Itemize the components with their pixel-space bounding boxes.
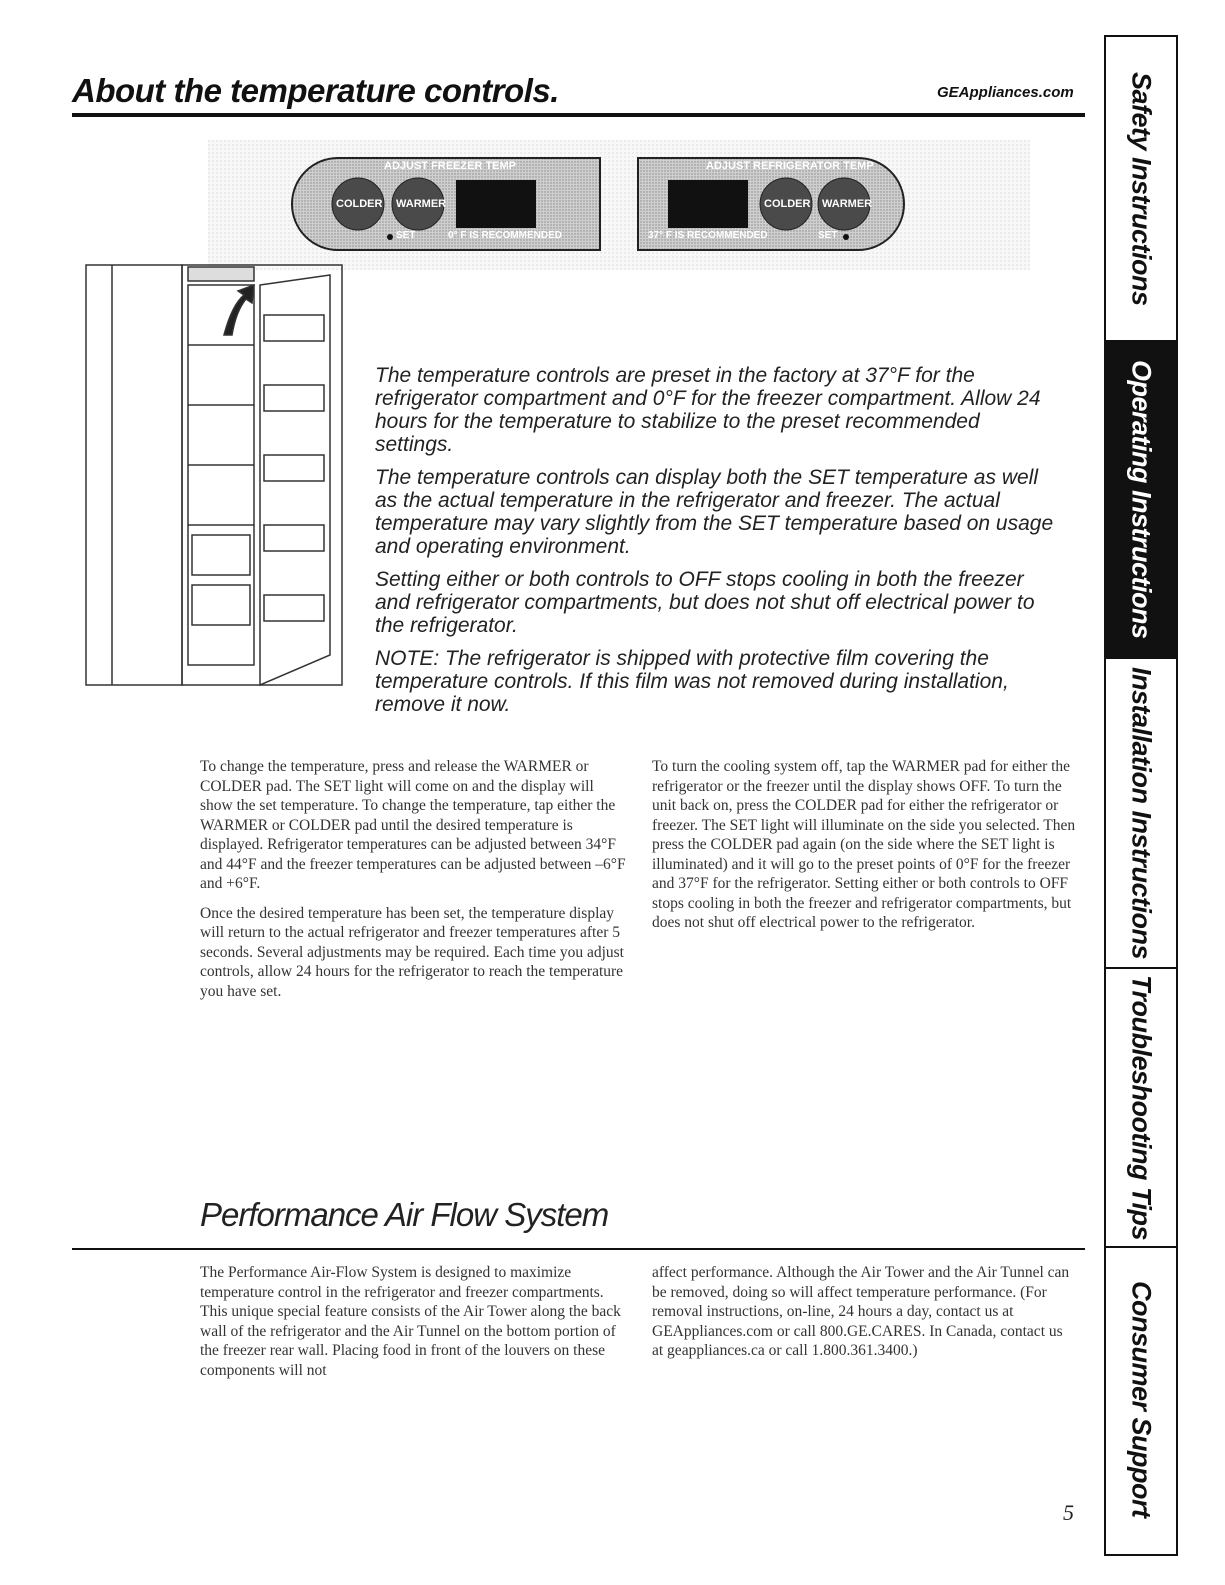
freezer-recommended-label: 0° F IS RECOMMENDED bbox=[448, 230, 563, 241]
change-temperature-column bbox=[200, 757, 630, 1011]
tab-operating-instructions[interactable]: Operating Instructions bbox=[1106, 342, 1176, 659]
website-label: GEAppliances.com bbox=[937, 84, 1074, 101]
tab-safety-instructions[interactable]: Safety Instructions bbox=[1106, 37, 1176, 342]
performance-right-column bbox=[652, 1263, 1076, 1371]
page-number: 5 bbox=[1063, 1500, 1074, 1525]
performance-section-title: Performance Air Flow System bbox=[200, 1196, 609, 1233]
refrigerator-colder-button: COLDER bbox=[764, 198, 811, 210]
intro-note: NOTE: The refrigerator is shipped with protective film covering the temperature controls. If this film was not removed during installation, remove it now. bbox=[375, 647, 1009, 716]
intro-paragraph-1: The temperature controls are preset in the factory at 37°F for the refrigerator compartment and 0°F for the freezer compartment. Allow 24 hours for the temperature to stabilize to the preset recommended settings. bbox=[375, 364, 1041, 456]
tab-troubleshooting-tips[interactable]: Troubleshooting Tips bbox=[1106, 969, 1176, 1248]
page-title: About the temperature controls. bbox=[72, 72, 559, 109]
refrigerator-warmer-button: WARMER bbox=[822, 198, 873, 210]
turn-off-column bbox=[652, 757, 1076, 943]
control-panel-illustration bbox=[208, 140, 1030, 270]
turn-off-paragraph: To turn the cooling system off, tap the WARMER pad for either the refrigerator or the freezer until the display shows OFF. To turn the unit back on, press the COLDER pad for either the refrigerator or freezer. The SET light will illuminate on the side you selected. Then press the COLDER pad again (on the side where the SET light is illuminated) and it will go to the preset points of 0°F for the freezer and 37°F for the refrigerator. Setting either or both controls to OFF stops cooling in both the freezer and refrigerator compartments, but does not shut off electrical power to the refrigerator. bbox=[652, 758, 1076, 931]
section-rule bbox=[72, 1248, 1085, 1250]
header-rule bbox=[72, 113, 1085, 117]
freezer-warmer-button: WARMER bbox=[396, 198, 447, 210]
performance-left-column bbox=[200, 1263, 630, 1390]
freezer-control-label: ADJUST FREEZER TEMP bbox=[384, 160, 517, 172]
section-tabs bbox=[1104, 35, 1178, 1556]
display-return-paragraph: Once the desired temperature has been set, the temperature display will return to the actual refrigerator and freezer temperatures after 5 seconds. Several adjustments may be required. Each time you adjust controls, allow 24 hours for the refrigerator to reach the temperature you have set. bbox=[200, 904, 624, 1000]
tab-installation-instructions[interactable]: Installation Instructions bbox=[1106, 659, 1176, 969]
intro-paragraph-3: Setting either or both controls to OFF stops cooling in both the freezer and refrigerator compartments, but does not shut off electrical power to the refrigerator. bbox=[375, 568, 1035, 637]
refrigerator-illustration bbox=[84, 255, 346, 695]
performance-paragraph-left: The Performance Air-Flow System is designed to maximize temperature control in the refrigerator and freezer compartments. This unique special feature consists of the Air Tower along the back wall of the refrigerator and the Air Tunnel on the bottom portion of the freezer rear wall. Placing food in front of the louvers on these components will not bbox=[200, 1264, 621, 1379]
intro-text bbox=[375, 364, 1055, 726]
tab-consumer-support[interactable]: Consumer Support bbox=[1126, 1280, 1157, 1518]
performance-paragraph-right: affect performance. Although the Air Tower and the Air Tunnel can be removed, doing so will affect temperature performance. (For removal instructions, on-line, 24 hours a day, contact us at GEAppliances.com or call 800.GE.CARES. In Canada, contact us at geappliances.ca or call 1.800.361.3400.) bbox=[652, 1264, 1070, 1359]
refrigerator-control-label: ADJUST REFRIGERATOR TEMP bbox=[706, 160, 874, 172]
freezer-colder-button: COLDER bbox=[336, 198, 383, 210]
refrigerator-set-label: SET bbox=[818, 230, 838, 241]
change-temperature-paragraph: To change the temperature, press and release the WARMER or COLDER pad. The SET light will come on and the display will show the set temperature. To change the temperature, tap either the WARMER or COLDER pad until the desired temperature is displayed. Refrigerator temperatures can be adjusted between 34°F and 44°F and the freezer temperatures can be adjusted between –6°F and +6°F. bbox=[200, 758, 626, 892]
refrigerator-recommended-label: 37° F IS RECOMMENDED bbox=[648, 230, 768, 241]
intro-paragraph-2: The temperature controls can display both the SET temperature as well as the actual temperature in the refrigerator and freezer. The actual temperature may vary slightly from the SET temperature based on usage and operating environment. bbox=[375, 466, 1054, 558]
freezer-set-label: SET bbox=[396, 230, 416, 241]
